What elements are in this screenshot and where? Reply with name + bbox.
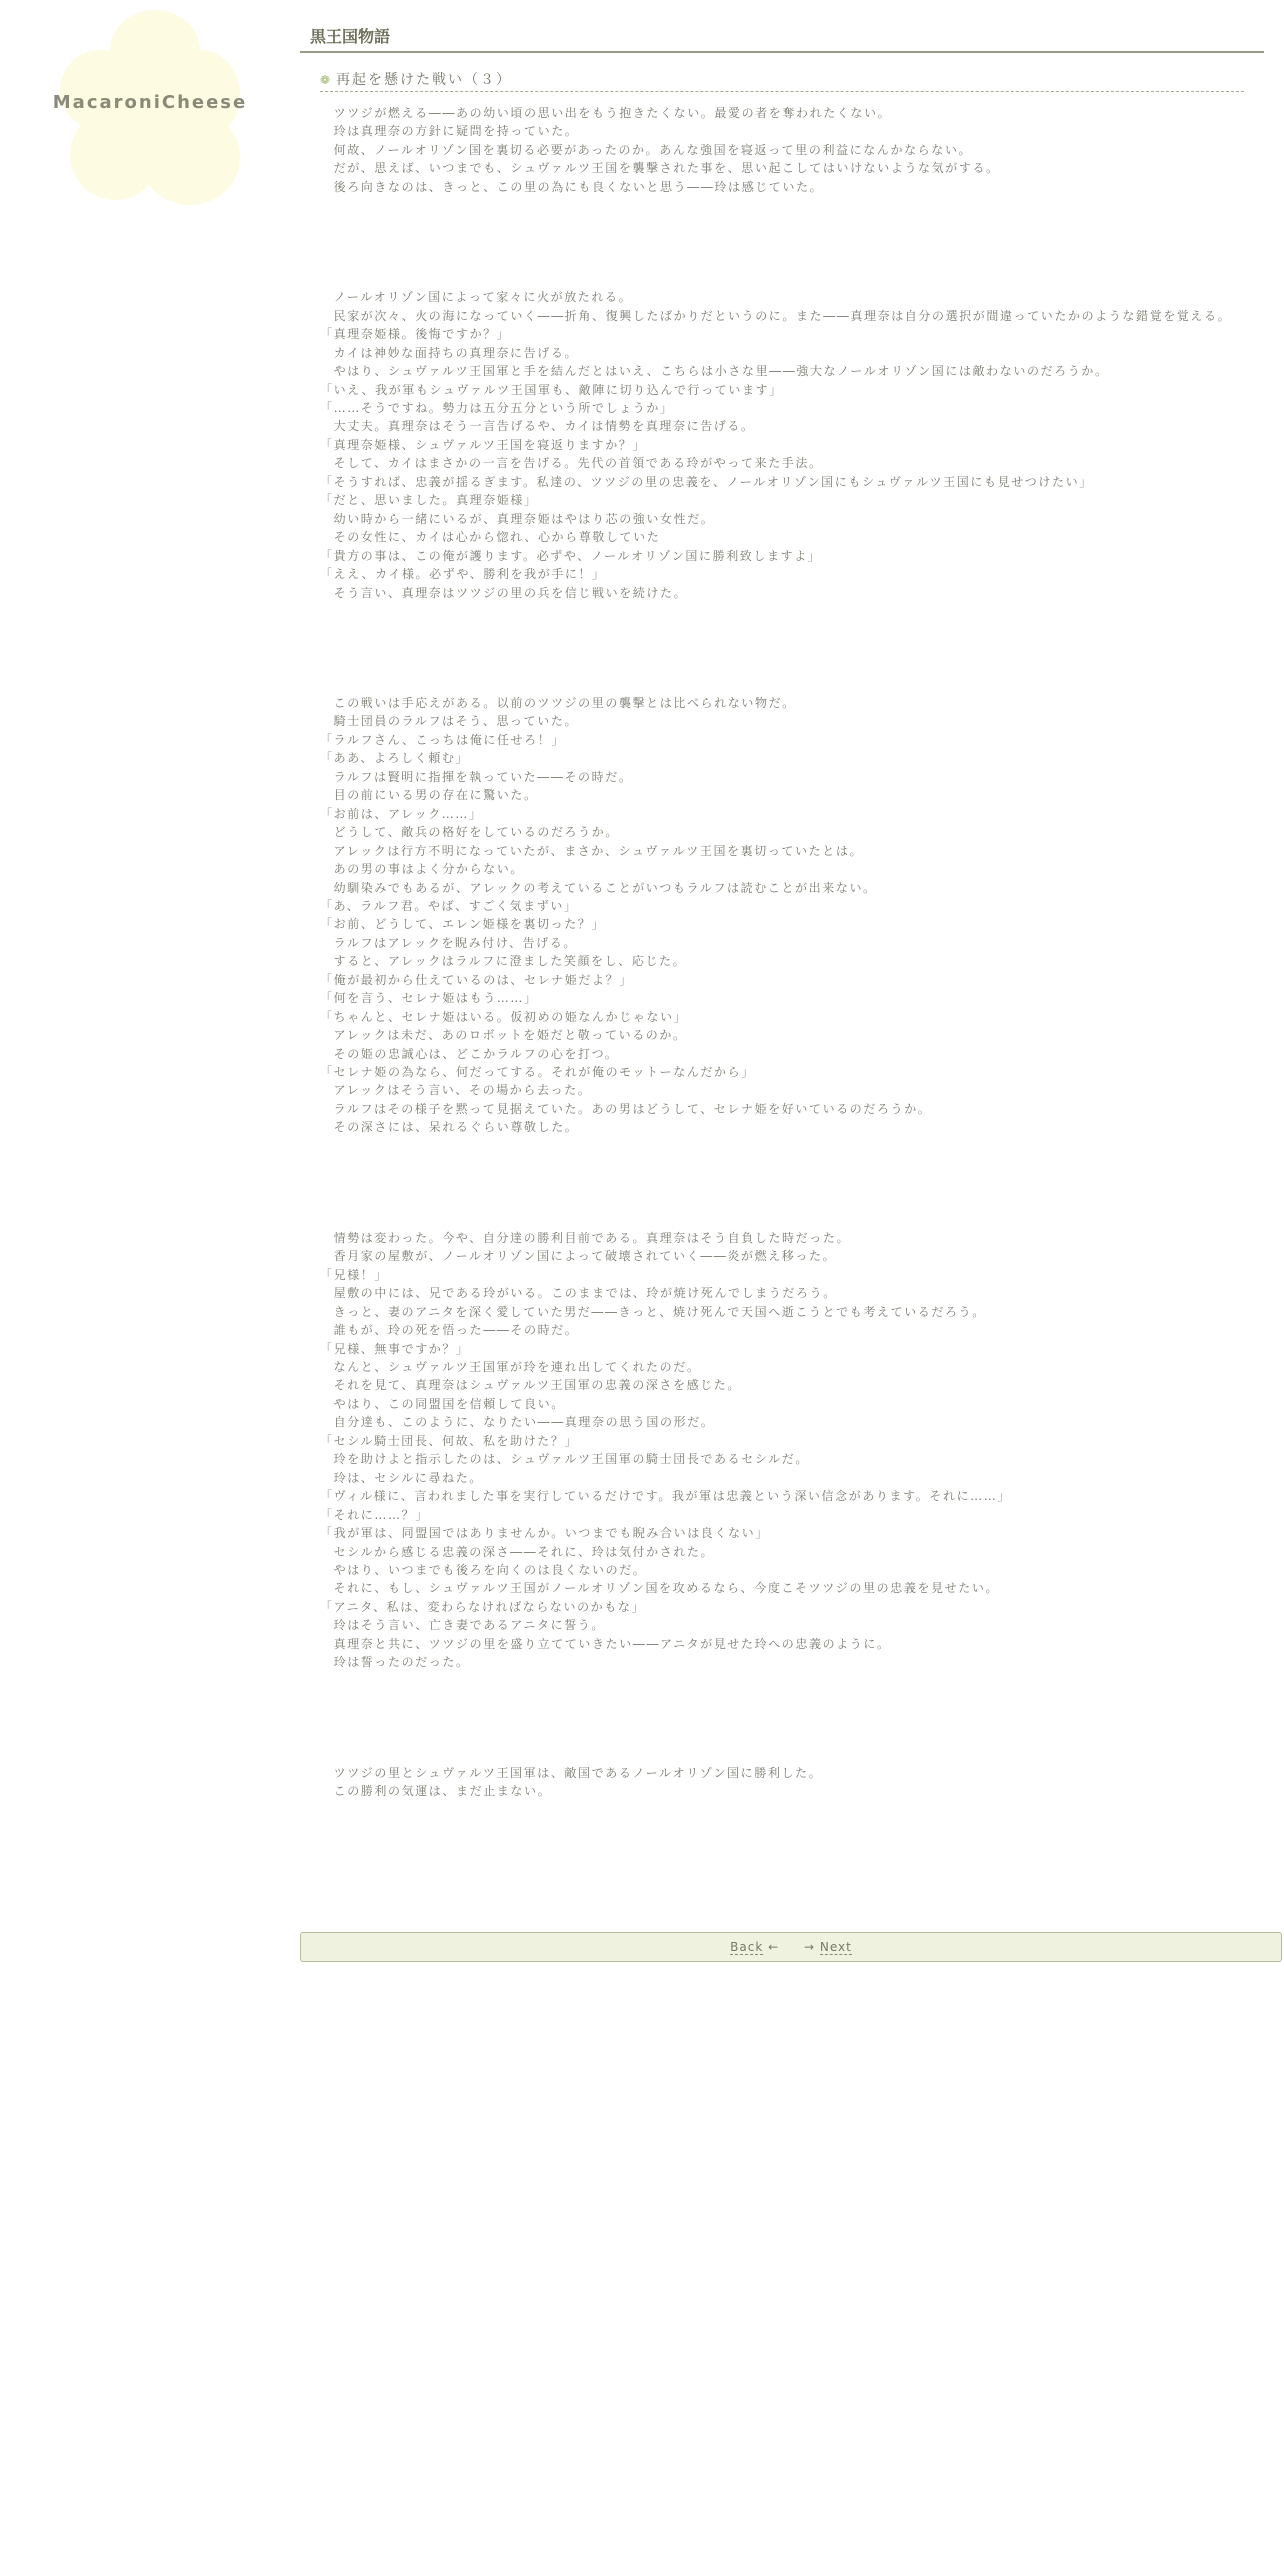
story-line: それを見て、真理奈はシュヴァルツ王国軍の忠義の深さを感じた。 (320, 1378, 742, 1393)
story-line: 「セシル騎士団長、何故、私を助けた？」 (320, 1433, 579, 1448)
story-line: ラルフはその様子を黙って見据えていた。あの男はどうして、セレナ姫を好いているのだろうか。 (320, 1101, 932, 1116)
story-line: 玲はそう言い、亡き妻であるアニタに誓う。 (320, 1618, 606, 1633)
section-gap (320, 602, 1244, 694)
story-line: カイは神妙な面持ちの真理奈に告げる。 (320, 345, 579, 360)
story-line: 「お前は、アレック……」 (320, 806, 483, 821)
back-arrow-icon: ← (768, 1940, 780, 1954)
story-line: ツツジが燃える――あの幼い頃の思い出をもう抱きたくない。最愛の者を奪われたくない。 (320, 106, 892, 120)
story-line: ノールオリゾン国によって家々に火が放たれる。 (320, 290, 633, 305)
story-line: 幼馴染みでもあるが、アレックの考えていることがいつもラルフは読むことが出来ない。 (320, 880, 877, 895)
story-line: 「アニタ、私は、変わらなければならないのかもな」 (320, 1599, 646, 1614)
main-content (300, 24, 1264, 1801)
story-line: その深さには、呆れるぐらい尊敬した。 (320, 1120, 579, 1135)
chapter-title-text: 再起を懸けた戦い（３） (336, 72, 513, 88)
section-gap (320, 196, 1244, 288)
site-name: MacaroniCheese (52, 92, 248, 113)
story-line: 「それに……？」 (320, 1507, 429, 1522)
story-line: 玲を助けよと指示したのは、シュヴァルツ王国軍の騎士団長であるセシルだ。 (320, 1452, 809, 1467)
next-link[interactable]: Next (819, 1940, 852, 1954)
story-line: ラルフはアレックを睨み付け、告げる。 (320, 935, 577, 950)
story-line: この戦いは手応えがある。以前のツツジの里の襲撃とは比べられない物だ。 (320, 695, 796, 710)
story-line: やはり、シュヴァルツ王国軍と手を結んだとはいえ、こちらは小さな里――強大なノールオリゾン国には敵わないのだろうか。 (320, 364, 1109, 379)
page-title: 黒王国物語 (300, 24, 1264, 53)
story-line: 「ああ、よろしく頼む」 (320, 751, 470, 766)
story-line: だが、思えば、いつまでも、シュヴァルツ王国を襲撃された事を、思い起こしてはいけないような気がする。 (320, 161, 1000, 176)
back-link[interactable]: Back (730, 1940, 764, 1954)
story-line: あの男の事はよく分からない。 (320, 862, 525, 877)
story-line: そして、カイはまさかの一言を告げる。先代の首領である玲がやって来た手法。 (320, 456, 823, 471)
story-line: セシルから感じる忠義の深さ――それに、玲は気付かされた。 (320, 1544, 715, 1559)
story-line: 玲は誓ったのだった。 (320, 1655, 470, 1670)
story-line: 「真理奈姫様、シュヴァルツ王国を寝返りますか？」 (320, 437, 647, 452)
story-line: すると、アレックはラルフに澄ました笑顔をし、応じた。 (320, 954, 687, 969)
story-line: 幼い時から一緒にいるが、真理奈姫はやはり芯の強い女性だ。 (320, 511, 715, 526)
story-line: 大丈夫。真理奈はそう一言告げるや、カイは情勢を真理奈に告げる。 (320, 419, 755, 434)
story-line: アレックは行方不明になっていたが、まさか、シュヴァルツ王国を裏切っていたとは。 (320, 843, 864, 858)
story-line: なんと、シュヴァルツ王国軍が玲を連れ出してくれたのだ。 (320, 1360, 701, 1375)
story-line: 何故、ノールオリゾン国を裏切る必要があったのか。あんな強国を寝返って里の利益になんかならない。 (320, 142, 973, 157)
chapter-title (320, 69, 1244, 92)
story-line: ラルフは賢明に指揮を執っていた――その時だ。 (320, 769, 633, 784)
flower-bullet-icon: ❁ (320, 73, 333, 87)
story-line: 「ええ、カイ様。必ずや、勝利を我が手に！」 (320, 567, 606, 582)
story-line: この勝利の気運は、まだ止まない。 (320, 1784, 552, 1799)
story-line: 「セレナ姫の為なら、何だってする。それが俺のモットーなんだから」 (320, 1065, 755, 1080)
story-line: 「ちゃんと、セレナ姫はいる。仮初めの姫なんかじゃない」 (320, 1009, 688, 1024)
story-line: 「何を言う、セレナ姫はもう……」 (320, 991, 538, 1006)
story-line: 「貴方の事は、この俺が護ります。必ずや、ノールオリゾン国に勝利致しますよ」 (320, 548, 822, 563)
section-gap (320, 1672, 1244, 1764)
next-arrow-icon: → (804, 1940, 816, 1954)
site-logo[interactable] (50, 10, 250, 210)
story-line: 真理奈と共に、ツツジの里を盛り立てていきたい――アニタが見せた玲への忠義のように。 (320, 1636, 891, 1651)
story-line: その女性に、カイは心から惚れ、心から尊敬していた (320, 530, 661, 545)
story-line: 誰もが、玲の死を悟った――その時だ。 (320, 1323, 579, 1338)
story-line: アレックは未だ、あのロボットを姫だと敬っているのか。 (320, 1028, 687, 1043)
story-line: 「ラルフさん、こっちは俺に任せろ！」 (320, 732, 565, 747)
story-line: 騎士団員のラルフはそう、思っていた。 (320, 714, 579, 729)
story-line: ツツジの里とシュヴァルツ王国軍は、敵国であるノールオリゾン国に勝利した。 (320, 1765, 823, 1780)
story-line: 「あ、ラルフ君。やば、すごく気まずい」 (320, 898, 578, 913)
story-line: 「……そうですね。勢力は五分五分という所でしょうか」 (320, 400, 674, 415)
story-line: 「我が軍は、同盟国ではありませんか。いつまでも睨み合いは良くない」 (320, 1526, 769, 1541)
story-line: 「ヴィル様に、言われました事を実行しているだけです。我が軍は忠義という深い信念があります。それに……」 (320, 1489, 1011, 1504)
story-line: どうして、敵兵の格好をしているのだろうか。 (320, 825, 619, 840)
section-gap (320, 1137, 1244, 1229)
story-line: それに、もし、シュヴァルツ王国がノールオリゾン国を攻めるなら、今度こそツツジの里の忠義を見せたい。 (320, 1581, 1000, 1596)
story-line: 自分達も、このように、なりたい――真理奈の思う国の形だ。 (320, 1415, 715, 1430)
story-line: そう言い、真理奈はツツジの里の兵を信じ戦いを続けた。 (320, 585, 688, 600)
story-line: 民家が次々、火の海になっていく――折角、復興したばかりだというのに。また――真理奈は自分の選択が間違っていたかのような錯覚を覚える。 (320, 308, 1232, 323)
story-line: 後ろ向きなのは、きっと、この里の為にも良くないと思う――玲は感じていた。 (320, 179, 824, 194)
story-line: その姫の忠誠心は、どこかラルフの心を打つ。 (320, 1046, 619, 1061)
story-line: 玲は真理奈の方針に疑問を持っていた。 (320, 124, 579, 139)
story-line: 「兄様、無事ですか？」 (320, 1341, 470, 1356)
page-navigation (300, 1932, 1282, 1962)
story-line: 「そうすれば、忠義が揺るぎます。私達の、ツツジの里の忠義を、ノールオリゾン国にもシュヴァルツ王国にも見せつけたい」 (320, 474, 1093, 489)
story-line: 情勢は変わった。今や、自分達の勝利目前である。真理奈はそう自負した時だった。 (320, 1230, 851, 1245)
story-line: 「兄様！」 (320, 1267, 389, 1282)
story-line: 玲は、セシルに尋ねた。 (320, 1470, 483, 1485)
story-line: 屋敷の中には、兄である玲がいる。このままでは、玲が焼け死んでしまうだろう。 (320, 1286, 837, 1301)
story-line: 香月家の屋敷が、ノールオリゾン国によって破壊されていく――炎が燃え移った。 (320, 1249, 837, 1264)
story-line: やはり、いつまでも後ろを向くのは良くないのだ。 (320, 1563, 647, 1577)
story-line: 「だと、思いました。真理奈姫様」 (320, 493, 538, 508)
story-line: やはり、この同盟国を信頼して良い。 (320, 1396, 565, 1411)
story-line: きっと、妻のアニタを深く愛していた男だ――きっと、焼け死んで天国へ逝こうとでも考えているだろう。 (320, 1304, 986, 1319)
story-line: アレックはそう言い、その場から去った。 (320, 1083, 592, 1098)
story-line: 目の前にいる男の存在に驚いた。 (320, 788, 538, 803)
story-line: 「真理奈姫様。後悔ですか？」 (320, 327, 511, 342)
story-line: 「お前、どうして、エレン姫様を裏切った？」 (320, 917, 606, 932)
story-line: 「いえ、我が軍もシュヴァルツ王国軍も、敵陣に切り込んで行っています」 (320, 382, 783, 397)
story-line: 「俺が最初から仕えているのは、セレナ姫だよ？」 (320, 972, 633, 987)
story-body (320, 104, 1244, 1801)
